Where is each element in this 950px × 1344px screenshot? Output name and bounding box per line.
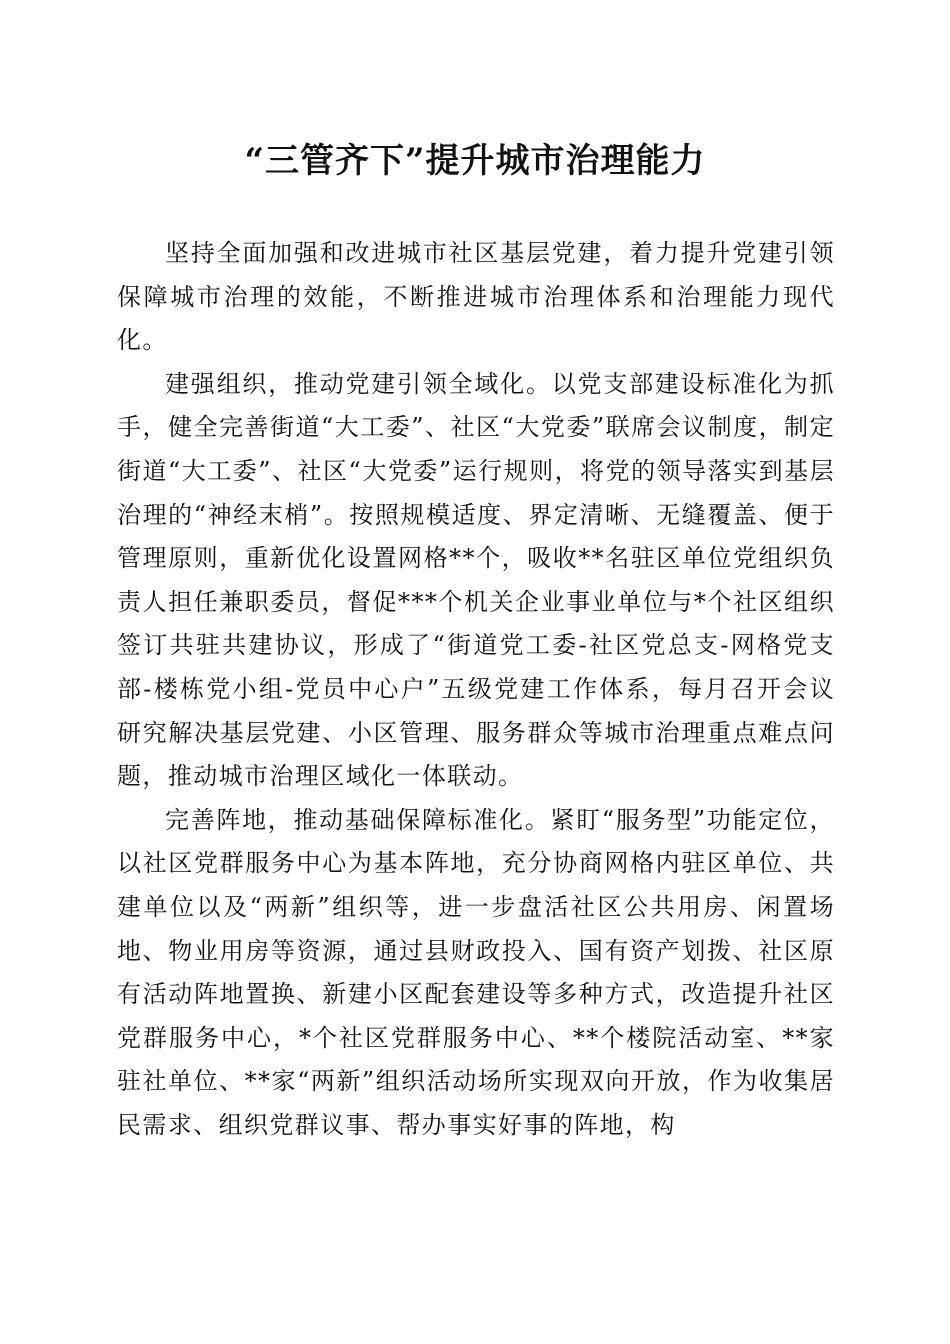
- paragraph-position: 完善阵地，推动基础保障标准化。紧盯“服务型”功能定位，以社区党群服务中心为基本阵地，充分协商网格内驻区单位、共建单位以及“两新”组织等，进一步盘活社区公共用房、闲置场地、物业用房等资源，通过县财政投入、国有资产划拨、社区原有活动阵地置换、新建小区配套建设等多种方式，改造提升社区党群服务中心，*个社区党群服务中心、**个楼院活动室、**家驻社单位、**家“两新”组织活动场所实现双向开放，作为收集居民需求、组织党群议事、帮办事实好事的阵地，构: [117, 805, 835, 1139]
- paragraph-organization: 建强组织，推动党建引领全域化。以党支部建设标准化为抓手，健全完善街道“大工委”、社区“大党委”联席会议制度，制定街道“大工委”、社区“大党委”运行规则，将党的领导落实到基层治理的“神经末梢”。按照规模适度、界定清晰、无缝覆盖、便于管理原则，重新优化设置网格**个，吸收**名驻区单位党组织负责人担任兼职委员，督促***个机关企业事业单位与*个社区组织签订共驻共建协议，形成了“街道党工委-社区党总支-网格党支部-楼栋党小组-党员中心户”五级党建工作体系，每月召开会议研究解决基层党建、小区管理、服务群众等城市治理重点难点问题，推动城市治理区域化一体联动。: [117, 369, 835, 791]
- paragraph-intro: 坚持全面加强和改进城市社区基层党建，着力提升党建引领保障城市治理的效能，不断推进城市治理体系和治理能力现代化。: [117, 239, 835, 355]
- document-body: [117, 232, 835, 1147]
- document-title: “三管齐下”提升城市治理能力: [244, 141, 706, 181]
